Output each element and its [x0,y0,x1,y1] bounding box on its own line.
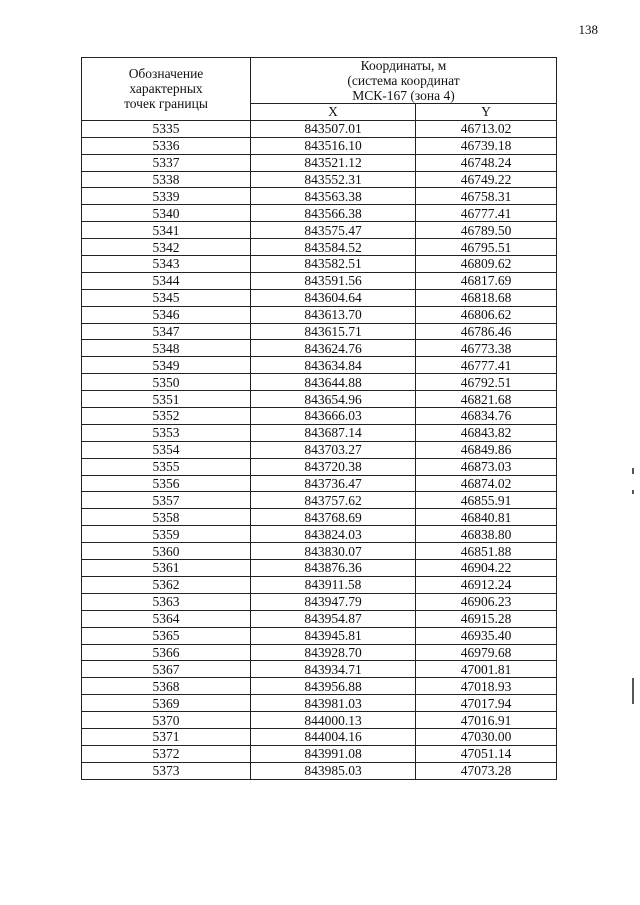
table-row [82,188,557,205]
y-coordinate-cell: 46935.40 [416,627,557,644]
x-coordinate-cell: 843687.14 [251,424,416,441]
y-coordinate-cell: 46855.91 [416,492,557,509]
point-id-cell: 5370 [82,712,251,729]
point-id-cell: 5357 [82,492,251,509]
table-row [82,458,557,475]
x-coordinate-cell: 843703.27 [251,441,416,458]
table-header-row [82,58,557,104]
point-id-cell: 5372 [82,745,251,762]
point-id-cell: 5368 [82,678,251,695]
table-row [82,509,557,526]
table-body [82,120,557,779]
x-coordinate-cell: 843768.69 [251,509,416,526]
table-row [82,205,557,222]
point-id-cell: 5352 [82,408,251,425]
table-row [82,171,557,188]
point-id-cell: 5346 [82,306,251,323]
table-row [82,492,557,509]
point-id-cell: 5355 [82,458,251,475]
y-coordinate-cell: 46874.02 [416,475,557,492]
y-coordinate-cell: 46834.76 [416,408,557,425]
x-coordinate-cell: 843720.38 [251,458,416,475]
y-coordinate-cell: 46817.69 [416,272,557,289]
y-coordinate-cell: 46849.86 [416,441,557,458]
y-coordinate-cell: 46773.38 [416,340,557,357]
y-coordinate-cell: 46915.28 [416,610,557,627]
x-coordinate-cell: 843584.52 [251,239,416,256]
table-row [82,222,557,239]
table-row [82,560,557,577]
table-row [82,154,557,171]
x-coordinate-cell: 843947.79 [251,593,416,610]
point-id-cell: 5358 [82,509,251,526]
table-row [82,323,557,340]
x-coordinate-cell: 843991.08 [251,745,416,762]
table-row [82,256,557,273]
page-number: 138 [578,22,598,37]
y-coordinate-cell: 46906.23 [416,593,557,610]
point-id-cell: 5343 [82,256,251,273]
x-coordinate-cell: 843928.70 [251,644,416,661]
table-row [82,120,557,137]
x-coordinate-cell: 843613.70 [251,306,416,323]
table-row [82,137,557,154]
y-coordinate-cell: 46748.24 [416,154,557,171]
y-coordinate-cell: 46821.68 [416,391,557,408]
table-row [82,712,557,729]
y-coordinate-cell: 46838.80 [416,526,557,543]
y-coordinate-cell: 47001.81 [416,661,557,678]
x-coordinate-cell: 843507.01 [251,120,416,137]
point-id-cell: 5337 [82,154,251,171]
y-coordinate-cell: 47016.91 [416,712,557,729]
x-coordinate-cell: 844004.16 [251,728,416,745]
point-id-cell: 5338 [82,171,251,188]
scan-edge-mark [632,468,634,474]
x-column-header: X [251,104,416,121]
x-coordinate-cell: 843615.71 [251,323,416,340]
table-row [82,526,557,543]
table-row [82,610,557,627]
table-row [82,239,557,256]
table-row [82,543,557,560]
y-coordinate-cell: 46979.68 [416,644,557,661]
x-coordinate-cell: 843552.31 [251,171,416,188]
x-coordinate-cell: 843624.76 [251,340,416,357]
table-row [82,627,557,644]
y-coordinate-cell: 46795.51 [416,239,557,256]
y-coordinate-cell: 46786.46 [416,323,557,340]
y-coordinate-cell: 46777.41 [416,205,557,222]
x-coordinate-cell: 843582.51 [251,256,416,273]
coords-header-line-1: Координаты, м [360,58,447,73]
x-coordinate-cell: 844000.13 [251,712,416,729]
x-coordinate-cell: 843954.87 [251,610,416,627]
point-header-line-1: Обозначение [128,66,204,82]
point-id-cell: 5339 [82,188,251,205]
y-coordinate-cell: 46818.68 [416,289,557,306]
table-row [82,695,557,712]
point-id-cell: 5350 [82,374,251,391]
x-coordinate-cell: 843634.84 [251,357,416,374]
y-coordinate-cell: 47051.14 [416,745,557,762]
y-coordinate-cell: 46739.18 [416,137,557,154]
point-id-cell: 5371 [82,728,251,745]
x-coordinate-cell: 843985.03 [251,762,416,779]
point-header-line-3: точек границы [124,96,208,112]
y-coordinate-cell: 46806.62 [416,306,557,323]
table-row [82,391,557,408]
table-row [82,745,557,762]
x-coordinate-cell: 843736.47 [251,475,416,492]
x-coordinate-cell: 843654.96 [251,391,416,408]
point-id-cell: 5366 [82,644,251,661]
table-row [82,644,557,661]
table-row [82,661,557,678]
y-coordinate-cell: 46809.62 [416,256,557,273]
x-coordinate-cell: 843824.03 [251,526,416,543]
table-row [82,306,557,323]
y-coordinate-cell: 47017.94 [416,695,557,712]
y-coordinate-cell: 46851.88 [416,543,557,560]
x-coordinate-cell: 843945.81 [251,627,416,644]
x-coordinate-cell: 843521.12 [251,154,416,171]
table-row [82,340,557,357]
y-coordinate-cell: 46713.02 [416,120,557,137]
x-coordinate-cell: 843563.38 [251,188,416,205]
scan-edge-mark [632,678,634,704]
point-id-cell: 5344 [82,272,251,289]
coordinates-table [81,57,557,780]
y-coordinate-cell: 46758.31 [416,188,557,205]
point-id-cell: 5342 [82,239,251,256]
point-id-cell: 5363 [82,593,251,610]
point-id-cell: 5353 [82,424,251,441]
point-id-cell: 5345 [82,289,251,306]
x-coordinate-cell: 843516.10 [251,137,416,154]
point-id-cell: 5340 [82,205,251,222]
y-coordinate-cell: 46749.22 [416,171,557,188]
table-row [82,762,557,779]
point-id-cell: 5335 [82,120,251,137]
point-id-cell: 5360 [82,543,251,560]
table-row [82,593,557,610]
x-coordinate-cell: 843876.36 [251,560,416,577]
table-row [82,441,557,458]
table-row [82,576,557,593]
point-id-cell: 5365 [82,627,251,644]
y-coordinate-cell: 47018.93 [416,678,557,695]
x-coordinate-cell: 843591.56 [251,272,416,289]
y-coordinate-cell: 46912.24 [416,576,557,593]
x-coordinate-cell: 843757.62 [251,492,416,509]
x-coordinate-cell: 843566.38 [251,205,416,222]
point-id-cell: 5369 [82,695,251,712]
point-id-cell: 5341 [82,222,251,239]
point-id-cell: 5373 [82,762,251,779]
y-coordinate-cell: 47073.28 [416,762,557,779]
point-id-cell: 5351 [82,391,251,408]
table-row [82,272,557,289]
point-id-cell: 5349 [82,357,251,374]
y-coordinate-cell: 46904.22 [416,560,557,577]
table-row [82,424,557,441]
point-id-cell: 5348 [82,340,251,357]
point-id-cell: 5354 [82,441,251,458]
table-row [82,728,557,745]
point-id-cell: 5362 [82,576,251,593]
y-coordinate-cell: 46789.50 [416,222,557,239]
y-coordinate-cell: 47030.00 [416,728,557,745]
x-coordinate-cell: 843604.64 [251,289,416,306]
scan-edge-mark [632,490,634,494]
point-id-cell: 5361 [82,560,251,577]
x-coordinate-cell: 843644.88 [251,374,416,391]
point-id-cell: 5356 [82,475,251,492]
y-coordinate-cell: 46873.03 [416,458,557,475]
point-id-cell: 5367 [82,661,251,678]
x-coordinate-cell: 843830.07 [251,543,416,560]
x-coordinate-cell: 843956.88 [251,678,416,695]
x-coordinate-cell: 843911.58 [251,576,416,593]
table-row [82,357,557,374]
point-designation-header [82,58,251,121]
coordinates-header [251,58,557,104]
coords-header-line-3: МСК-167 (зона 4) [352,88,455,103]
y-coordinate-cell: 46840.81 [416,509,557,526]
coords-header-line-2: (система координат [347,73,460,88]
point-header-line-2: характерных [129,81,203,97]
point-id-cell: 5364 [82,610,251,627]
table-row [82,475,557,492]
x-coordinate-cell: 843575.47 [251,222,416,239]
x-coordinate-cell: 843934.71 [251,661,416,678]
y-coordinate-cell: 46792.51 [416,374,557,391]
table-row [82,374,557,391]
table-row [82,678,557,695]
x-coordinate-cell: 843981.03 [251,695,416,712]
point-id-cell: 5347 [82,323,251,340]
y-coordinate-cell: 46777.41 [416,357,557,374]
x-coordinate-cell: 843666.03 [251,408,416,425]
table-row [82,289,557,306]
y-coordinate-cell: 46843.82 [416,424,557,441]
table-row [82,408,557,425]
point-id-cell: 5336 [82,137,251,154]
point-id-cell: 5359 [82,526,251,543]
y-column-header: Y [416,104,557,121]
